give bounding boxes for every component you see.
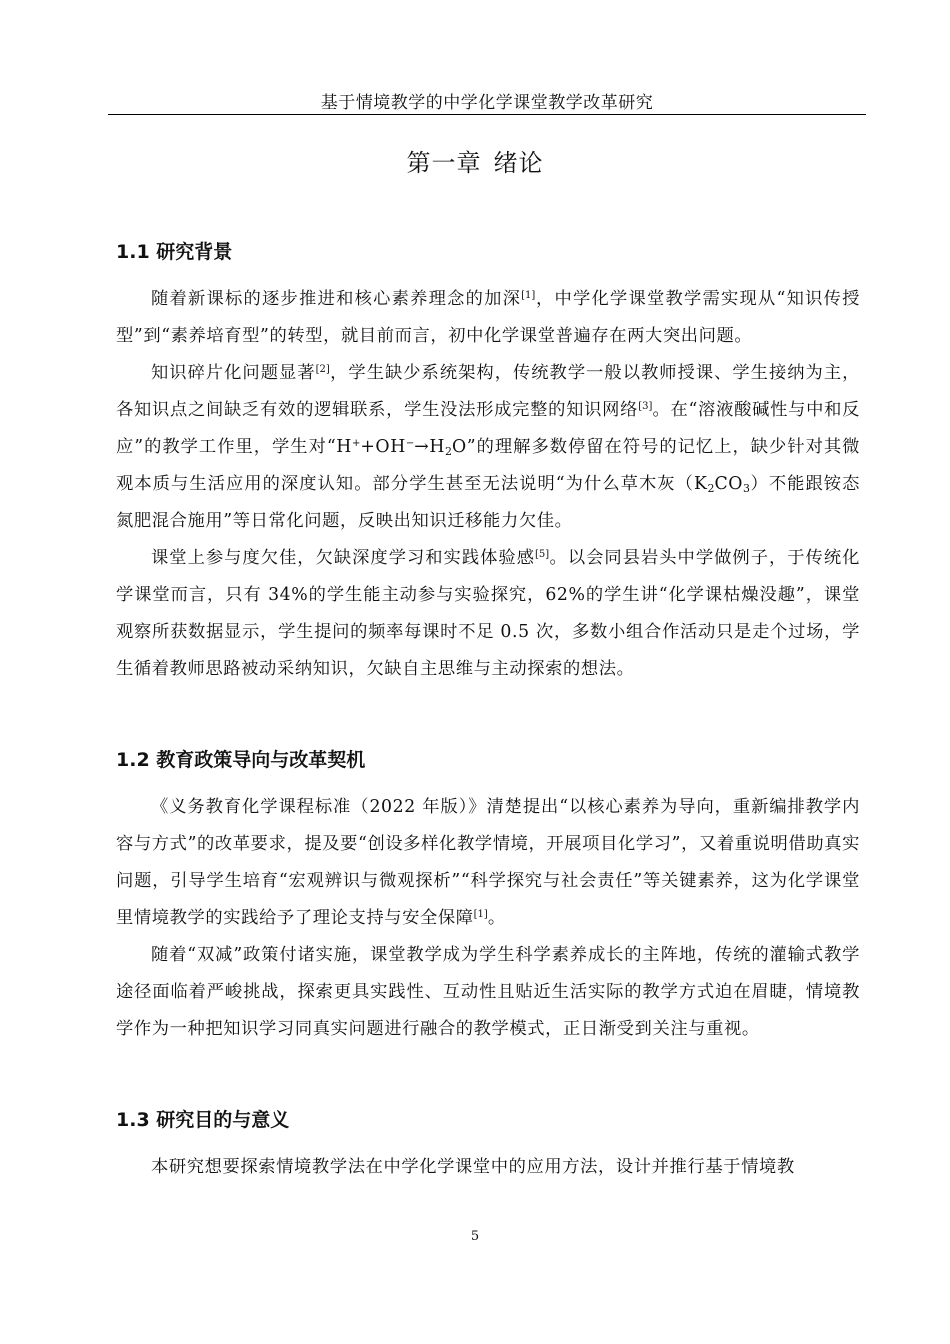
text-run: 本研究想要探索情境教学法在中学化学课堂中的应用方法，设计并推行基于情境教 bbox=[151, 1157, 795, 1177]
text-run: →H bbox=[414, 437, 446, 457]
chapter-name: 绪论 bbox=[493, 149, 544, 177]
section-heading: 1.2 教育政策导向与改革契机 bbox=[116, 749, 366, 771]
text-run: 随着“双减”政策付诸实施，课堂教学成为学生科学素养成长的主阵地，传统的灌输式教学途径面临着严峻挑战，探索更具实践性、互动性且贴近生活实际的教学方式迫在眉睫，情境教学作为一种把知识学习同真实问题进行融合的教学模式，正日渐受到关注与重视。 bbox=[116, 945, 860, 1039]
citation: [1] bbox=[473, 909, 488, 920]
paragraph bbox=[116, 355, 860, 540]
citation: [3] bbox=[638, 401, 653, 412]
paragraph bbox=[116, 789, 860, 937]
citation: [5] bbox=[534, 549, 550, 560]
text-run: ，中学化学课堂教学需实现从“知识传授型”到“素养培育型”的转型，就目前而言，初中化学课堂普遍存在两大突出问题。 bbox=[116, 289, 860, 346]
subscript: 2 bbox=[707, 482, 715, 495]
text-run: +OH bbox=[360, 437, 406, 457]
text-run: 随着新课标的逐步推进和核心素养理念的加深 bbox=[151, 289, 522, 309]
section-heading: 1.3 研究目的与意义 bbox=[116, 1109, 290, 1131]
section-1-2 bbox=[116, 746, 860, 1048]
chapter-title bbox=[0, 146, 950, 180]
subscript: 3 bbox=[743, 482, 751, 495]
text-run: 。以会同县岩头中学做例子，于传统化学课堂而言，只有 34%的学生能主动参与实验探究，62%的学生讲“化学课枯燥没趣”，课堂观察所获数据显示，学生提问的频率每课时不足 0.5 次，多数小组合作活动只是走个过场，学生循着教师思路被动采纳知识，欠缺自主思维与主动探索的想法。 bbox=[116, 548, 860, 679]
chapter-number: 第一章 bbox=[406, 149, 482, 177]
section-1-1 bbox=[116, 238, 860, 688]
paragraph bbox=[116, 281, 860, 355]
text-run: 。在“溶液酸碱性与中和反应”的教学工作里，学生对“H bbox=[116, 400, 860, 457]
subscript: 2 bbox=[445, 445, 453, 458]
text-run: ，学生缺少系统架构，传统教学一般以教师授课、学生接纳为主，各知识点之间缺乏有效的逻辑联系，学生没法形成完整的知识网络 bbox=[116, 363, 860, 420]
page-number: 5 bbox=[470, 1229, 480, 1244]
text-run: 知识碎片化问题显著 bbox=[151, 363, 316, 383]
text-run: 《义务教育化学课程标准（2022 年版）》清楚提出“以核心素养为导向，重新编排教学内容与方式”的改革要求，提及要“创设多样化教学情境，开展项目化学习”，又着重说明借助真实问题，引导学生培育“宏观辨识与微观探析”“科学探究与社会责任”等关键素养，这为化学课堂里情境教学的实践给予了理论支持与安全保障 bbox=[116, 797, 860, 928]
text-run: ）不能跟铵态氮肥混合施用”等日常化问题，反映出知识迁移能力欠佳。 bbox=[116, 474, 860, 531]
text-run: O”的理解多数停留在符号的记忆上，缺少针对其微观本质与生活应用的深度认知。部分学生甚至无法说明“为什么草木灰（K bbox=[116, 437, 860, 494]
paragraph bbox=[116, 540, 860, 688]
section-heading: 1.1 研究背景 bbox=[116, 241, 233, 263]
citation: [1] bbox=[521, 290, 536, 301]
text-run: 课堂上参与度欠佳，欠缺深度学习和实践体验感 bbox=[151, 548, 535, 568]
paragraph bbox=[116, 937, 860, 1048]
superscript: − bbox=[405, 438, 415, 449]
section-1-3 bbox=[116, 1106, 860, 1186]
citation: [2] bbox=[315, 364, 330, 375]
superscript: + bbox=[351, 438, 361, 449]
running-header: 基于情境教学的中学化学课堂教学改革研究 bbox=[320, 93, 654, 113]
text-run: CO bbox=[714, 474, 744, 494]
text-run: 。 bbox=[487, 908, 506, 928]
paragraph bbox=[116, 1149, 860, 1186]
header-rule bbox=[108, 114, 866, 115]
